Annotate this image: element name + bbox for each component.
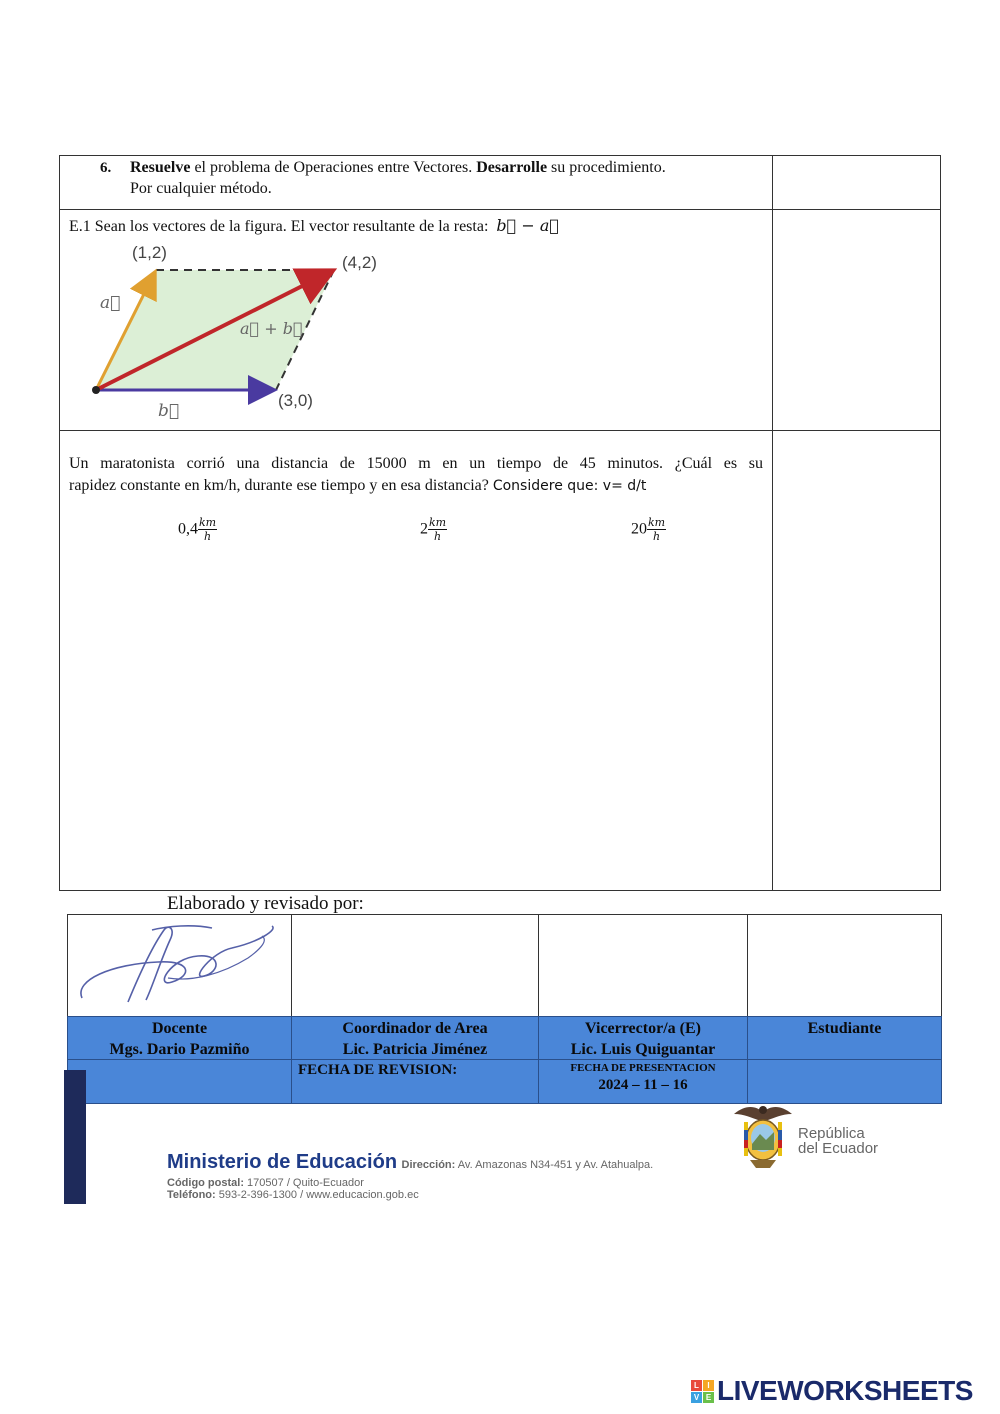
- exercise2-text-line1: Un maratonista corrió una distancia de 15000 m en un tiempo de 45 minutos. ¿Cuál es su: [69, 455, 763, 472]
- signature-box-coordinador: [291, 914, 539, 1017]
- address-value: Av. Amazonas N34-451 y Av. Atahualpa.: [455, 1159, 654, 1171]
- signatures-heading: Elaborado y revisado por:: [167, 893, 364, 914]
- ministry-name: Ministerio de Educación: [167, 1151, 398, 1173]
- exercise1-formula: b⃗ − a⃗: [496, 216, 559, 235]
- role-coordinador: Coordinador de Area: [342, 1020, 488, 1037]
- republic-line-1: República: [798, 1125, 865, 1142]
- signature-box-estudiante: [747, 914, 942, 1017]
- ecuador-coat-of-arms: [730, 1100, 796, 1172]
- label-vector-a: a⃗: [100, 293, 121, 313]
- date-cell-revision: [291, 1059, 539, 1104]
- label-point-sum: (4,2): [342, 253, 377, 272]
- unit-numerator: km: [648, 516, 666, 529]
- role-cell-coordinador: [291, 1016, 539, 1060]
- name-docente: Mgs. Dario Pazmiño: [109, 1041, 250, 1058]
- name-vicerrector: Lic. Luis Quiguantar: [570, 1041, 716, 1058]
- exercise1-prompt-text: E.1 Sean los vectores de la figura. El vector resultante de la resta:: [69, 218, 489, 235]
- exercise1-prompt: [69, 216, 559, 237]
- label-vector-sum: a⃗ + b⃗: [240, 319, 303, 338]
- role-estudiante: Estudiante: [807, 1020, 882, 1037]
- presentation-date-label: FECHA DE PRESENTACION: [570, 1062, 716, 1074]
- answer-option-2-unit: [428, 516, 447, 543]
- question-verb-desarrolle: Desarrolle: [476, 159, 548, 176]
- date-cell-empty: [67, 1059, 292, 1104]
- role-cell-vicerrector: [538, 1016, 748, 1060]
- question-header-side-cell: [772, 155, 941, 210]
- question-text-2: su procedimiento.: [547, 159, 666, 176]
- answer-option-2-value: 2: [420, 520, 428, 538]
- date-cell-presentation: [538, 1059, 748, 1104]
- ministry-line: [167, 1150, 727, 1177]
- exercise1-side-cell: [772, 209, 941, 431]
- phone-line: [167, 1189, 727, 1201]
- presentation-date: 2024 – 11 – 16: [598, 1077, 688, 1093]
- role-cell-estudiante: [747, 1016, 942, 1060]
- answer-option-1[interactable]: [178, 516, 217, 543]
- role-vicerrector: Vicerrector/a (E): [585, 1020, 701, 1037]
- question-text-1: el problema de Operaciones entre Vectores.: [190, 159, 477, 176]
- phone-label: Teléfono:: [167, 1189, 216, 1201]
- unit-numerator: km: [429, 516, 447, 529]
- question-number: 6.: [100, 160, 112, 176]
- label-point-b: (3,0): [278, 391, 313, 410]
- brand-tile: E: [703, 1392, 714, 1403]
- name-coordinador: Lic. Patricia Jiménez: [342, 1041, 488, 1058]
- vector-figure: [80, 238, 392, 424]
- date-cell-student: [747, 1059, 942, 1104]
- label-vector-b: b⃗: [158, 401, 180, 421]
- handwritten-signature: [72, 918, 284, 1012]
- label-point-a: (1,2): [132, 243, 167, 262]
- exercise2-hint: Considere que: v= d/t: [492, 478, 647, 494]
- role-cell-docente: [67, 1016, 292, 1060]
- signature-stroke: [81, 926, 273, 998]
- signature-box-vicerrector: [538, 914, 748, 1017]
- brand-tile: V: [691, 1392, 702, 1403]
- question-instruction: [130, 158, 760, 178]
- revision-date-label: FECHA DE REVISION:: [298, 1062, 458, 1078]
- origin-point: [92, 386, 100, 394]
- brand-tile: L: [691, 1380, 702, 1391]
- unit-denominator: h: [653, 530, 661, 543]
- postal-line: [167, 1177, 727, 1189]
- ministry-footer: [167, 1150, 727, 1201]
- answer-option-2[interactable]: [420, 516, 447, 543]
- republic-line-2: del Ecuador: [798, 1140, 879, 1157]
- answer-option-1-value: 0,4: [178, 520, 198, 538]
- postal-value: 170507 / Quito-Ecuador: [244, 1177, 364, 1189]
- question-verb-resuelve: Resuelve: [130, 159, 191, 176]
- exercise2-cell: [59, 430, 773, 891]
- exercise2-question: rapidez constante en km/h, durante ese tiempo y en esa distancia?: [69, 477, 489, 494]
- answer-option-3[interactable]: [631, 516, 666, 543]
- liveworksheets-logo[interactable]: [691, 1376, 973, 1406]
- unit-numerator: km: [199, 516, 217, 529]
- answer-option-1-unit: [198, 516, 217, 543]
- unit-denominator: h: [434, 530, 442, 543]
- brand-tile: I: [703, 1380, 714, 1391]
- exercise2-text-line2: [69, 476, 646, 496]
- address-label: Dirección:: [401, 1159, 456, 1171]
- question-instruction-line2: Por cualquier método.: [130, 180, 272, 197]
- exercise2-side-cell: [772, 430, 941, 891]
- unit-denominator: h: [204, 530, 212, 543]
- republic-name: [798, 1126, 878, 1156]
- role-docente: Docente: [151, 1020, 208, 1037]
- brand-tiles: [691, 1380, 714, 1403]
- brand-name: LIVEWORKSHEETS: [717, 1375, 973, 1406]
- answer-option-3-unit: [647, 516, 666, 543]
- answer-option-3-value: 20: [631, 520, 647, 538]
- postal-label: Código postal:: [167, 1177, 244, 1189]
- footer-side-bar: [64, 1070, 86, 1204]
- phone-value: 593-2-396-1300 / www.educacion.gob.ec: [215, 1189, 419, 1201]
